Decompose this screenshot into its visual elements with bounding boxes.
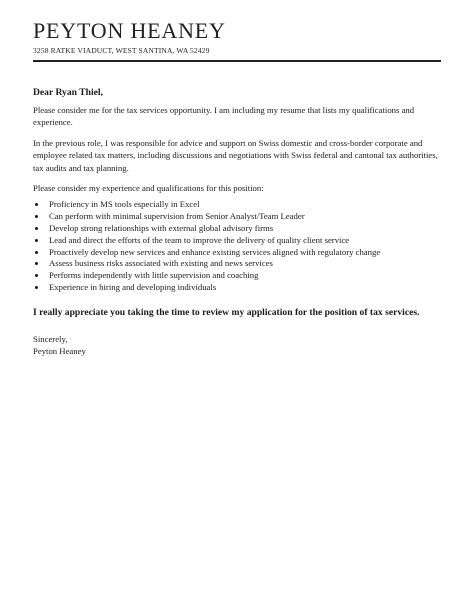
list-item: • Performs independently with little supervision and coaching <box>47 270 445 282</box>
qualifications-list <box>33 199 445 293</box>
greeting: Dear Ryan Thiel, <box>33 87 103 98</box>
list-item: • Proactively develop new services and enhance existing services aligned with regulatory change <box>47 247 445 259</box>
header-divider <box>33 60 441 62</box>
list-item: • Proficiency in MS tools especially in Excel <box>47 199 445 211</box>
applicant-address: 3258 RATKE VIADUCT, WEST SANTINA, WA 52429 <box>33 46 210 55</box>
list-item: • Assess business risks associated with existing and news services <box>47 258 445 270</box>
letter-header <box>33 18 441 56</box>
list-item: • Experience in hiring and developing individuals <box>47 282 445 294</box>
list-item: • Develop strong relationships with external global advisory firms <box>47 223 445 235</box>
signature-name: Peyton Heaney <box>33 346 86 357</box>
list-item: • Can perform with minimal supervision from Senior Analyst/Team Leader <box>47 211 445 223</box>
qualifications-intro: Please consider my experience and qualifications for this position: <box>33 183 264 194</box>
list-item: • Lead and direct the efforts of the team to improve the delivery of quality client service <box>47 235 445 247</box>
signoff: Sincerely, <box>33 333 68 344</box>
experience-paragraph: In the previous role, I was responsible for advice and support on Swiss domestic and cross-border corporate and employee related tax matters, including discussions and negotiations with Swiss federal and cantonal tax authorities, tax audits and tax planning. <box>33 137 438 173</box>
closing-statement: I really appreciate you taking the time to review my application for the position of tax services. <box>33 306 420 318</box>
applicant-name: PEYTON HEANEY <box>33 18 226 43</box>
letter-body <box>33 86 445 358</box>
intro-paragraph: Please consider me for the tax services opportunity. I am including my resume that lists my qualifications and experience. <box>33 105 415 128</box>
